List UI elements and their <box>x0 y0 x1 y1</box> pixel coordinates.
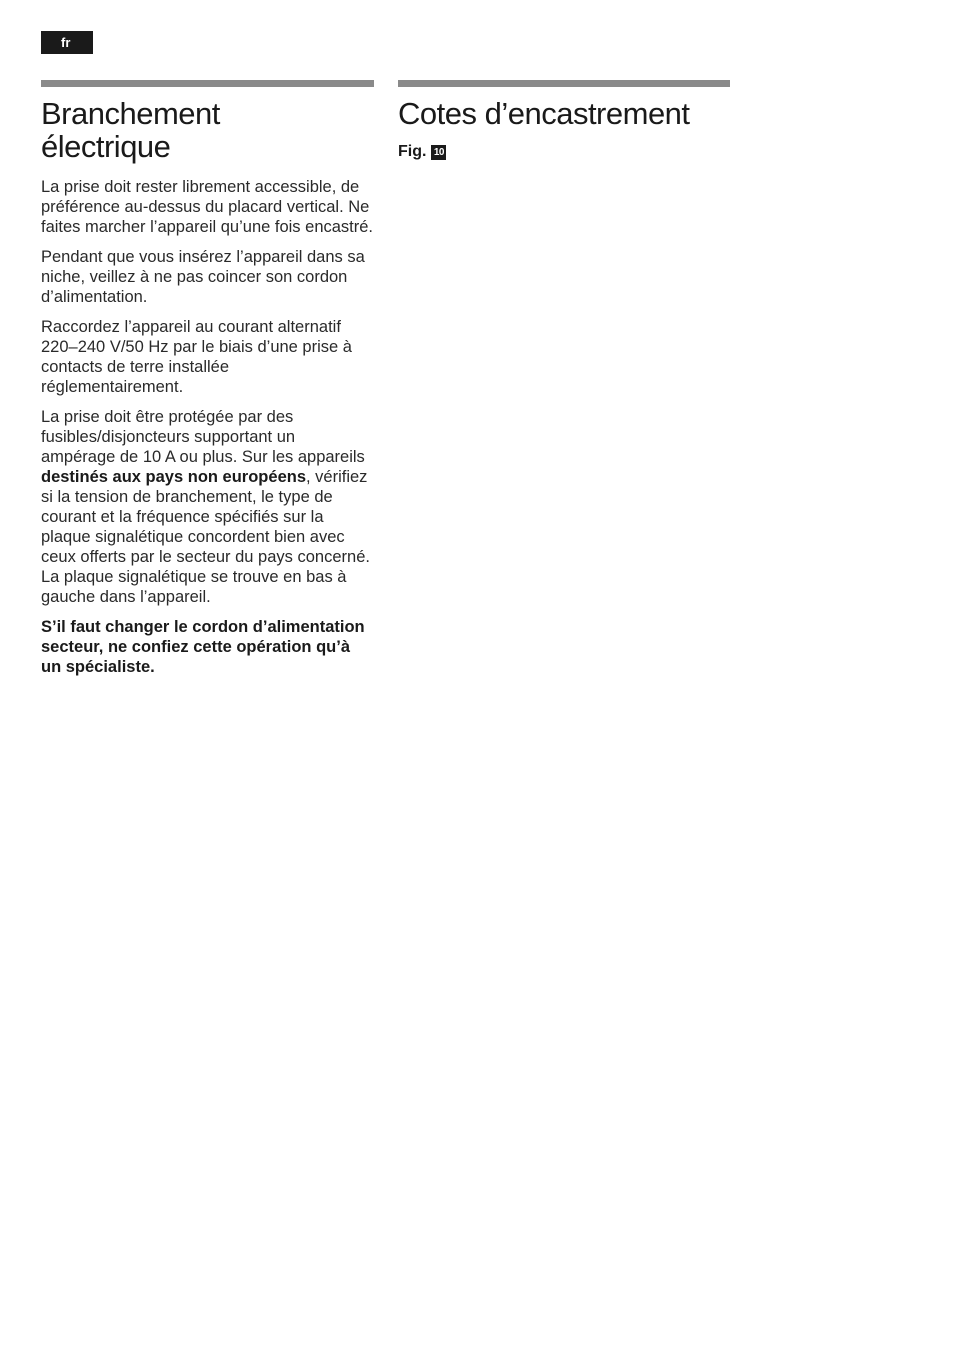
paragraph-2: Pendant que vous insérez l’appareil dans sa niche, veillez à ne pas coincer son cordon d’alimentation. <box>41 248 365 306</box>
figure-reference <box>398 142 730 162</box>
section-rule <box>398 80 730 87</box>
figure-label: Fig. <box>398 143 427 160</box>
paragraph-4-emphasis: destinés aux pays non européens <box>41 468 306 486</box>
section-title <box>41 97 341 163</box>
warning-paragraph: S’il faut changer le cordon d’alimentation secteur, ne confiez cette opération qu’à un spécialiste. <box>41 618 365 676</box>
section-rule <box>41 80 374 87</box>
section-electrical-connection <box>41 80 374 677</box>
title-line-1: Branchement <box>41 96 220 131</box>
paragraph-4-text-b: , vérifiez si la tension de branchement, le type de courant et la fréquence spécifiés sur la plaque signalétique concordent bien avec ceux offerts par le secteur du pays concerné. La plaque signalétique se trouve en bas à gauche dans l’appareil. <box>41 468 370 606</box>
paragraph-4-text-a: La prise doit être protégée par des fusibles/disjoncteurs supportant un ampérage de 10 A ou plus. Sur les appareils <box>41 408 365 466</box>
section-title: Cotes d’encastrement <box>398 96 690 131</box>
paragraph-3: Raccordez l’appareil au courant alternatif 220–240 V/50 Hz par le biais d’une prise à contacts de terre installée réglementairement. <box>41 318 352 396</box>
paragraph-4 <box>41 407 373 607</box>
figure-number-badge: 10 <box>431 145 446 160</box>
language-tab: fr <box>41 31 93 54</box>
section-installation-dimensions <box>398 80 730 162</box>
title-line-2: électrique <box>41 129 171 164</box>
paragraph-1: La prise doit rester librement accessible, de préférence au-dessus du placard vertical. Ne faites marcher l’appareil qu’une fois encastré. <box>41 178 374 236</box>
